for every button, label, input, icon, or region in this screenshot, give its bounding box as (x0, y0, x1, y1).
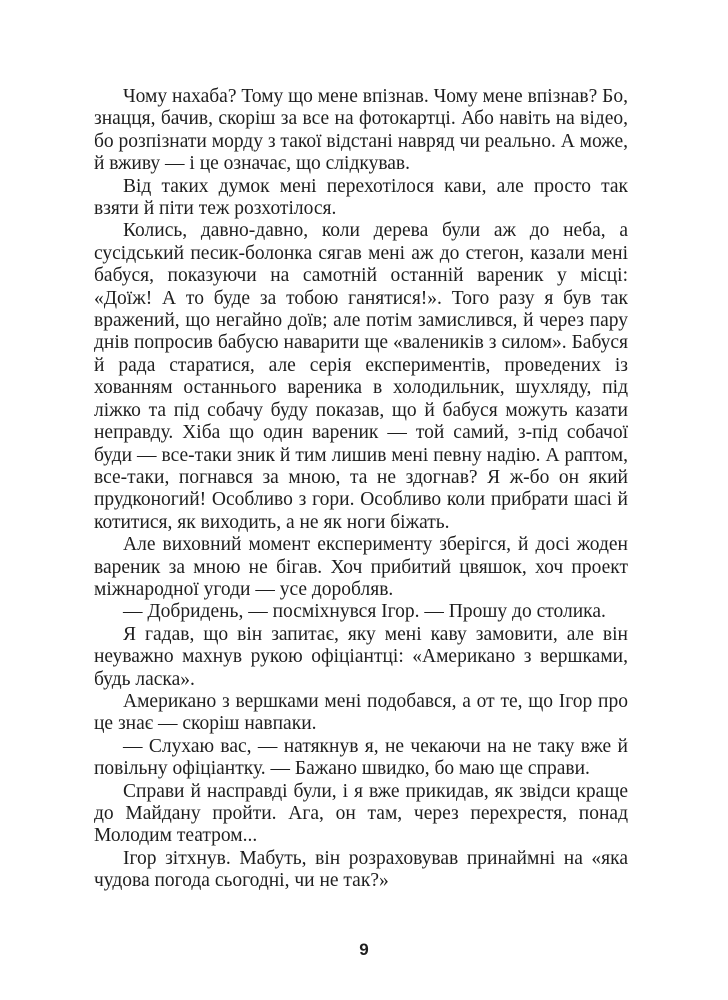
body-text (94, 86, 628, 893)
paragraph: — Слухаю вас, — натякнув я, не чекаючи на не таку вже й повільну офіціантку. — Бажано швидко, бо маю ще справи. (94, 735, 628, 780)
page-number: 9 (359, 940, 369, 959)
paragraph: Ігор зітхнув. Мабуть, він розраховував принаймні на «яка чудова погода сьогодні, чи не так?» (94, 847, 628, 892)
paragraph: Колись, давно-давно, коли дерева були аж до неба, а сусідський песик-болонка сягав мені аж до стегон, казали мені бабуся, показуючи на самотній останній вареник у місці: «Доїж! А то буде за тобою ганятися!». Того разу я був так вражений, що негайно доїв; але потім замислився, й через пару днів попросив бабусю наварити ще «валеників з силом». Бабуся й рада старатися, але серія експериментів, проведених із хованням останнього вареника в холодильник, шухляду, під ліжко та під собачу буду показав, що й бабуся можуть казати неправду. Хіба що один вареник — той самий, з-під собачої буди — все-таки зник й тим лишив мені певну надію. А раптом, все-таки, погнався за мною, та не здогнав? Я ж-бо он який прудконогий! Особливо з гори. Особливо коли прибрати шасі й котитися, як виходить, а не як ноги біжать. (94, 220, 628, 533)
paragraph: — Добридень, — посміхнувся Ігор. — Прошу до столика. (123, 601, 606, 623)
paragraph: Але виховний момент експерименту зберігся, й досі жоден вареник за мною не бігав. Хоч прибитий цвяшок, хоч проект міжнародної угоди — усе доробляв. (94, 534, 628, 600)
paragraph: Чому нахаба? Тому що мене впізнав. Чому мене впізнав? Бо, знацця, бачив, скоріш за все на фотокартці. Або навіть на відео, бо розпізнати морду з такої відстані навряд чи реально. А може, й вживу — і це означає, що слідкував. (94, 86, 628, 175)
paragraph: Справи й насправді були, і я вже прикидав, як звідси краще до Майдану пройти. Ага, он там, через перехрестя, понад Молодим театром... (94, 780, 628, 847)
paragraph: Американо з вершками мені подобався, а от те, що Ігор про це знає — скоріш навпаки. (94, 690, 628, 735)
paragraph: Я гадав, що він запитає, яку мені каву замовити, але він неуважно махнув рукою офіціантці: «Американо з вершками, будь ласка». (94, 623, 628, 690)
paragraph: Від таких думок мені перехотілося кави, але просто так взяти й піти теж розхотілося. (94, 175, 628, 220)
